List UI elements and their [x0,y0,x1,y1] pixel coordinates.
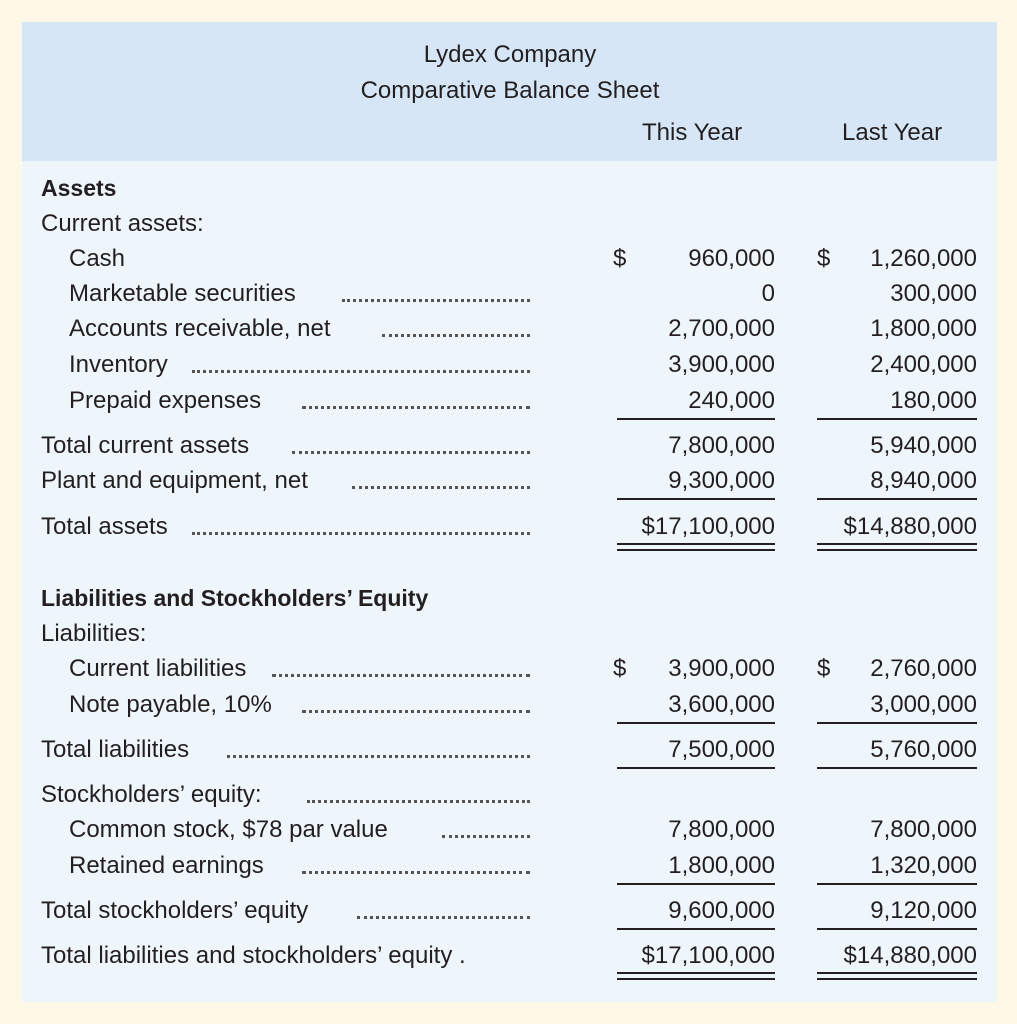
row-label: Inventory [69,350,180,380]
subtotal-rule [617,928,775,930]
value-this-year: 2,700,000 [668,315,775,342]
value-last-year: 2,400,000 [870,351,977,378]
liabilities-equity-heading: Liabilities and Stockholders’ Equity [41,585,429,611]
subtotal-rule [617,767,775,769]
value-this-year: 0 [761,280,775,307]
subtotal-rule [617,722,775,724]
value-last-year: 8,940,000 [870,467,977,494]
value-this-year: 9,300,000 [668,467,775,494]
col-last-year: Last Year [842,119,943,146]
value-last-year: 3,000,000 [870,691,977,718]
value-last-year: 9,120,000 [870,897,977,924]
value-this-year: 7,500,000 [668,736,775,763]
value-this-year: 9,600,000 [668,897,775,924]
col-this-year: This Year [642,119,743,146]
currency-symbol: $ [817,655,831,682]
cash-last-year: 1,260,000 [870,245,977,272]
value-this-year: 7,800,000 [668,432,775,459]
row-label: Accounts receivable, net [69,314,342,344]
subtotal-rule [817,883,977,885]
total-double-rule [617,972,775,980]
row-label: Total liabilities [41,735,201,765]
row-label: Retained earnings [69,851,276,881]
liabilities-heading: Liabilities: [41,620,147,647]
value-this-year: 3,600,000 [668,691,775,718]
company-name: Lydex Company [423,41,597,68]
total-liab-equity-this-year: $17,100,000 [641,942,775,969]
currency-symbol: $ [817,245,831,272]
value-last-year: 1,800,000 [870,315,977,342]
row-label: Plant and equipment, net [41,466,320,496]
statement-title: Comparative Balance Sheet [360,77,660,104]
row-label: Cash [69,245,126,272]
total-double-rule [617,543,775,551]
balance-sheet [22,22,997,1002]
subtotal-rule [617,418,775,420]
currency-symbol: $ [613,655,627,682]
row-label: Common stock, $78 par value [69,815,392,845]
total-liab-equity-last-year: $14,880,000 [843,942,977,969]
subtotal-rule [617,498,775,500]
value-last-year: 180,000 [890,387,977,414]
row-label: Total liabilities and stockholders’ equity . [41,942,466,969]
total-double-rule [817,543,977,551]
row-label: Current liabilities [69,655,247,682]
subtotal-rule [817,767,977,769]
value-this-year: 3,900,000 [668,655,775,682]
sheet-header [22,22,997,161]
row-label: Total assets [41,512,180,542]
value-last-year: 7,800,000 [870,816,977,843]
value-this-year: 1,800,000 [668,852,775,879]
row-label: Prepaid expenses [69,386,273,416]
total-assets-this-year: $17,100,000 [641,513,775,540]
value-last-year: 5,940,000 [870,432,977,459]
currency-symbol: $ [613,245,627,272]
total-assets-last-year: $14,880,000 [843,513,977,540]
row-label: Total current assets [41,431,261,461]
value-last-year: 2,760,000 [870,655,977,682]
row-label: Total stockholders’ equity [41,896,320,926]
subtotal-rule [817,418,977,420]
value-this-year: 3,900,000 [668,351,775,378]
row-label: Marketable securities [69,279,308,309]
subtotal-rule [817,722,977,724]
value-last-year: 1,320,000 [870,852,977,879]
equity-heading: Stockholders’ equity: [41,780,274,810]
value-this-year: 240,000 [688,387,775,414]
assets-heading: Assets [41,175,117,201]
row-label: Note payable, 10% [69,691,272,718]
cash-this-year: 960,000 [688,245,775,272]
current-assets-heading: Current assets: [41,210,204,237]
subtotal-rule [817,498,977,500]
subtotal-rule [617,883,775,885]
value-last-year: 5,760,000 [870,736,977,763]
value-this-year: 7,800,000 [668,816,775,843]
subtotal-rule [817,928,977,930]
total-double-rule [817,972,977,980]
value-last-year: 300,000 [890,280,977,307]
